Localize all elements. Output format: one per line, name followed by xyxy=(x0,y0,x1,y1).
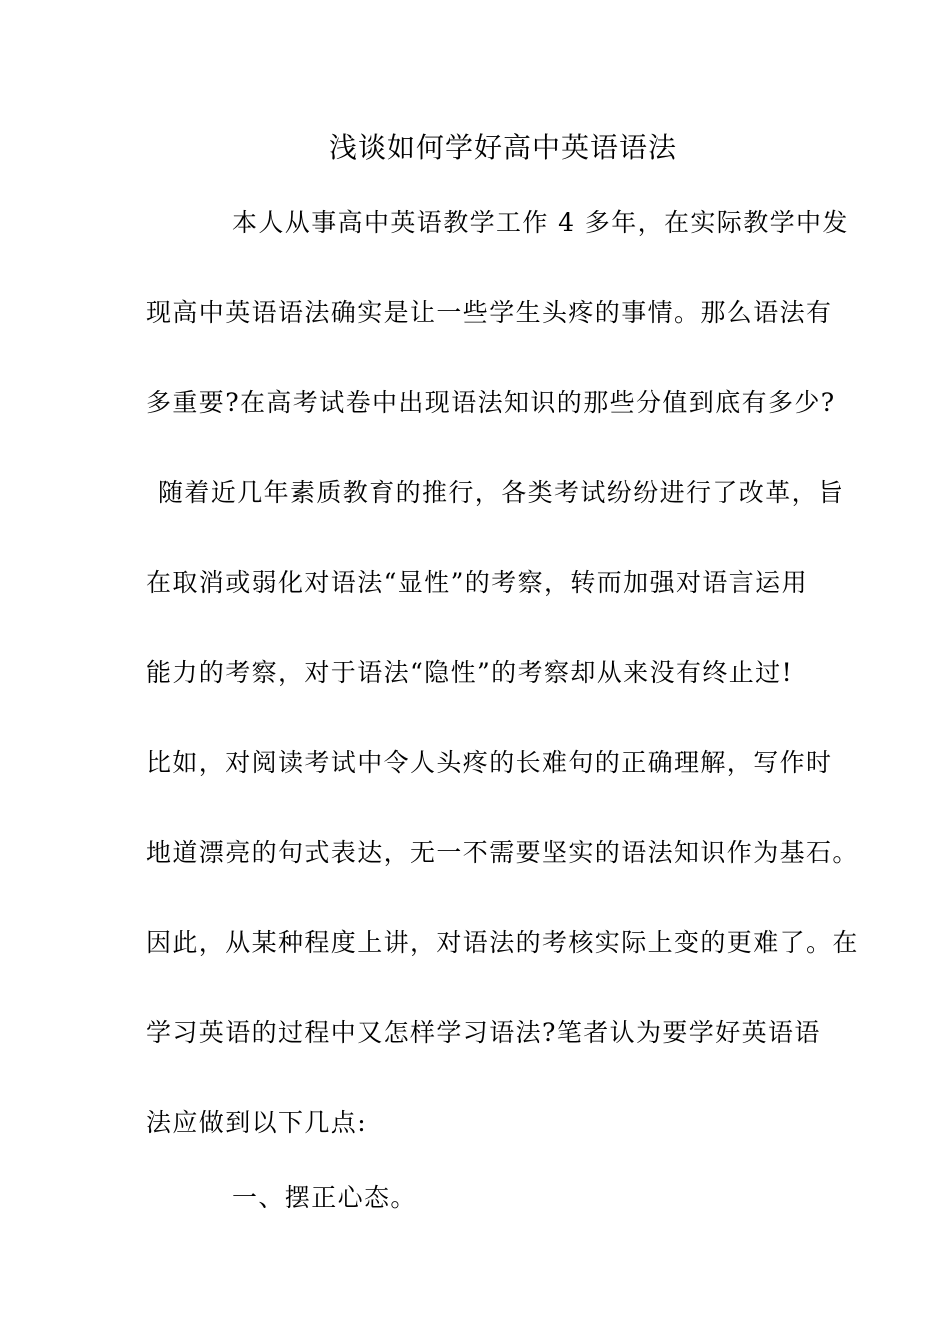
paragraph-line: 因此，从某种程度上讲，对语法的考核实际上变的更难了。在 xyxy=(146,928,859,957)
paragraph-line: 比如，对阅读考试中令人头疼的长难句的正确理解，写作时 xyxy=(146,748,833,777)
paragraph-line: 能力的考察，对于语法“隐性”的考察却从来没有终止过! xyxy=(146,658,794,687)
paragraph-line: 现高中英语语法确实是让一些学生头疼的事情。那么语法有 xyxy=(146,298,833,327)
section-heading: 一、摆正心态。 xyxy=(232,1183,417,1212)
paragraph-line: 本人从事高中英语教学工作 4 多年，在实际教学中发 xyxy=(232,208,849,237)
paragraph-line: 在取消或弱化对语法“显性”的考察，转而加强对语言运用 xyxy=(146,568,808,597)
paragraph-line: 多重要?在高考试卷中出现语法知识的那些分值到底有多少? xyxy=(146,388,836,417)
paragraph-line: 地道漂亮的句式表达，无一不需要坚实的语法知识作为基石。 xyxy=(146,838,859,867)
paragraph-line: 随着近几年素质教育的推行，各类考试纷纷进行了改革，旨 xyxy=(158,478,845,507)
document-title: 浅谈如何学好高中英语语法 xyxy=(328,131,677,164)
paragraph-line: 法应做到以下几点: xyxy=(146,1108,368,1137)
paragraph-line: 学习英语的过程中又怎样学习语法?笔者认为要学好英语语 xyxy=(146,1018,821,1047)
